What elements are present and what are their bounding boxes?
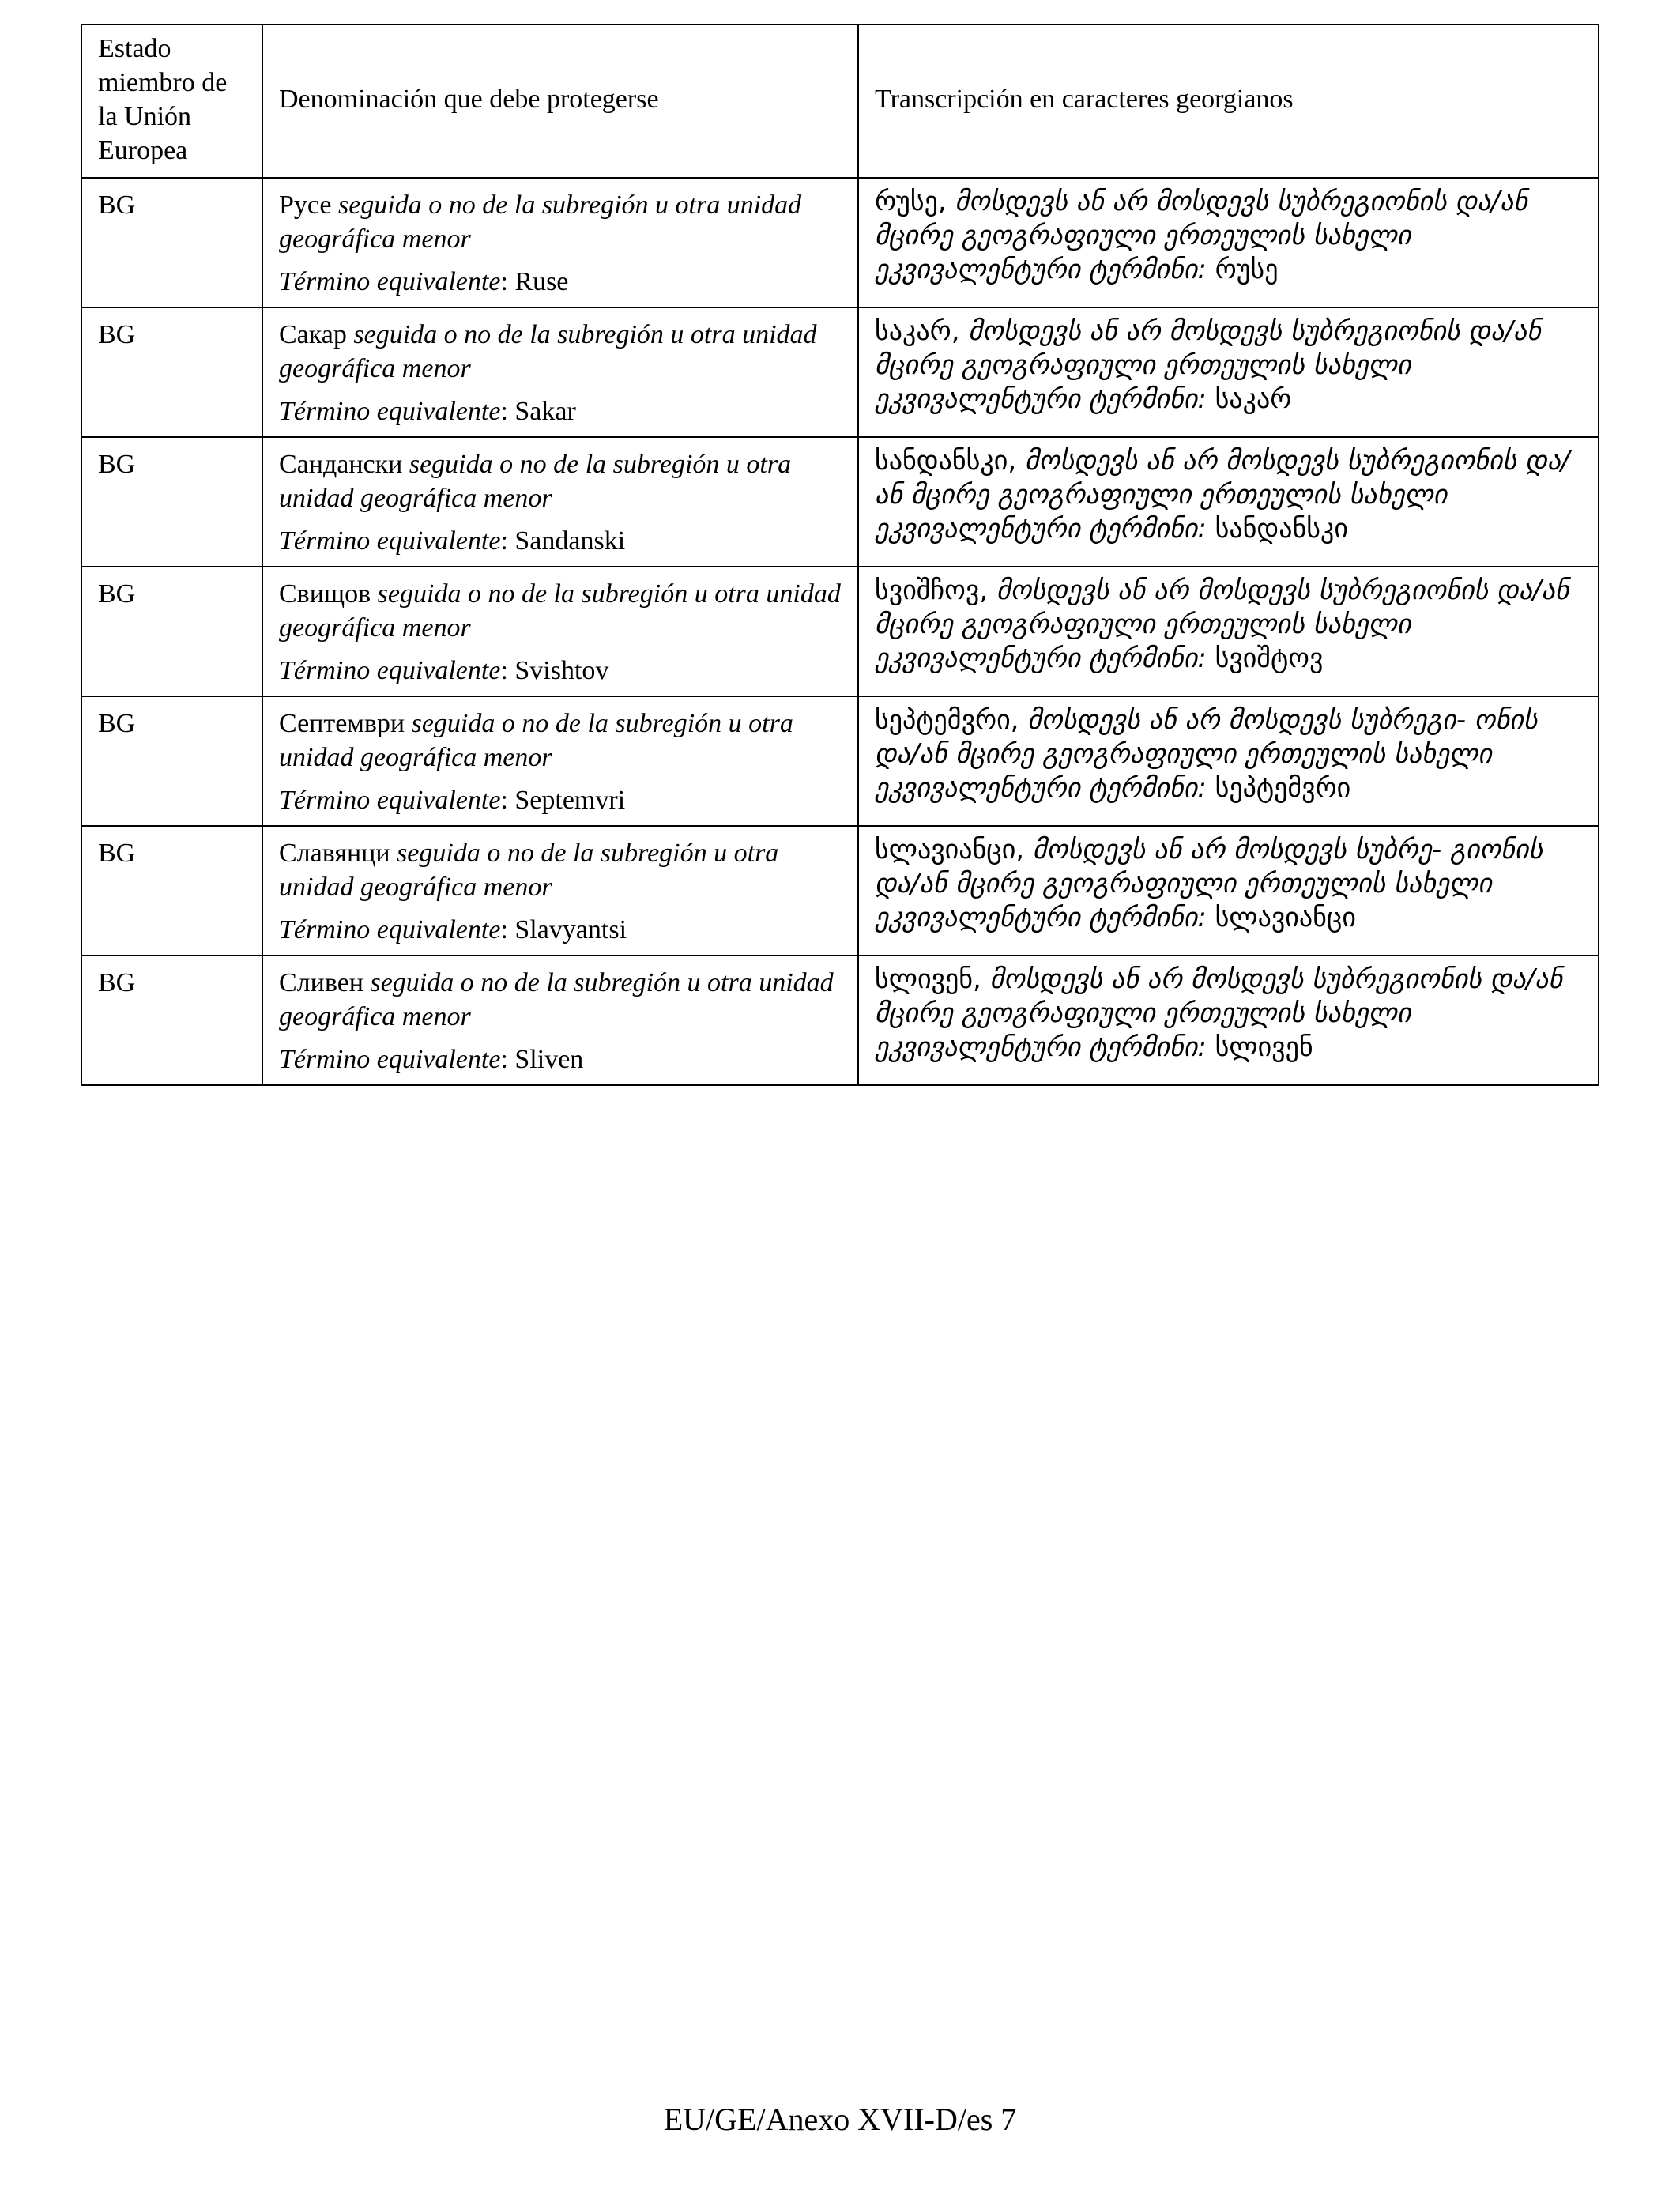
georgian-equivalent-label: ეკვივალენტური ტერმინი: [875, 383, 1207, 415]
denomination-qualifier: seguida o no de la subregión u otra unidad geográfica menor [279, 450, 792, 513]
table-header [81, 25, 1599, 178]
header-member-state: Estado miembro de la Unión Europea [81, 25, 262, 178]
member-state-code: BG [98, 190, 136, 220]
denomination-name: Русе [279, 190, 332, 220]
denomination-name: Свищов [279, 579, 371, 609]
denomination-text [279, 836, 842, 904]
georgian-transcription-text [875, 833, 1582, 935]
cell-member-state [81, 178, 262, 307]
denomination-qualifier: seguida o no de la subregión u otra unidad geográfica menor [279, 709, 793, 772]
member-state-code: BG [98, 450, 136, 479]
denomination-text [279, 447, 842, 515]
equivalent-term-value: Slavyantsi [514, 915, 627, 944]
table-row [81, 696, 1599, 826]
equivalent-term-value: Sliven [514, 1045, 584, 1074]
cell-denomination [262, 567, 858, 696]
georgian-equivalent-value: სანდანსკი [1215, 513, 1348, 545]
georgian-transcription-text [875, 963, 1582, 1065]
equivalent-term-label: Término equivalente [279, 656, 501, 685]
equivalent-term-label: Término equivalente [279, 1045, 501, 1074]
cell-georgian-transcription [858, 307, 1599, 437]
georgian-name: სეპტემვრი, [875, 704, 1019, 736]
georgian-name: სლივენ, [875, 963, 981, 995]
cell-denomination [262, 178, 858, 307]
denomination-name: Септември [279, 709, 405, 738]
denomination-text [279, 966, 842, 1034]
cell-member-state [81, 956, 262, 1085]
equivalent-term: Término equivalente: Slavyantsi [279, 915, 627, 944]
table-row [81, 956, 1599, 1085]
equivalent-term: Término equivalente: Svishtov [279, 656, 609, 685]
georgian-transcription-text [875, 703, 1582, 805]
equivalent-term: Término equivalente: Sandanski [279, 526, 626, 556]
denomination-text [279, 577, 842, 645]
georgian-qualifier: მოსდევს ან არ მოსდევს სუბრეგი- ონის და/ან მცირე გეოგრაფიული ერთეულის სახელი [875, 704, 1538, 770]
member-state-code: BG [98, 709, 136, 738]
denomination-text [279, 318, 842, 386]
cell-denomination [262, 696, 858, 826]
equivalent-term-label: Término equivalente [279, 267, 501, 296]
denomination-name: Сливен [279, 968, 363, 997]
cell-member-state [81, 437, 262, 567]
georgian-name: სანდანსკი, [875, 445, 1017, 477]
georgian-equivalent-value: სეპტემვრი [1215, 772, 1351, 804]
table-header-row [81, 25, 1599, 178]
equivalent-term-value: Sakar [514, 397, 576, 426]
georgian-qualifier: მოსდევს ან არ მოსდევს სუბრეგიონის და/ან მცირე გეოგრაფიული ერთეულის სახელი [875, 186, 1528, 251]
denomination-text [279, 707, 842, 775]
denomination-qualifier: seguida o no de la subregión u otra unidad geográfica menor [279, 968, 834, 1031]
denomination-text [279, 188, 842, 256]
georgian-equivalent-label: ეკვივალენტური ტერმინი: [875, 513, 1207, 545]
georgian-equivalent-label: ეკვივალენტური ტერმინი: [875, 643, 1207, 674]
equivalent-term-value: Ruse [514, 267, 569, 296]
georgian-equivalent-label: ეკვივალენტური ტერმინი: [875, 1031, 1207, 1063]
member-state-code: BG [98, 968, 136, 997]
equivalent-term-label: Término equivalente [279, 397, 501, 426]
georgian-name: სვიშჩოვ, [875, 575, 989, 606]
denomination-qualifier: seguida o no de la subregión u otra unidad geográfica menor [279, 320, 817, 383]
equivalent-term-label: Término equivalente [279, 786, 501, 815]
georgian-transcription-text [875, 315, 1582, 417]
member-state-code: BG [98, 320, 136, 349]
table-row [81, 437, 1599, 567]
georgian-name: სლავიანცი, [875, 834, 1025, 865]
cell-georgian-transcription [858, 826, 1599, 956]
georgian-equivalent-label: ეკვივალენტური ტერმინი: [875, 772, 1207, 804]
table-row [81, 567, 1599, 696]
table-row [81, 307, 1599, 437]
cell-denomination [262, 956, 858, 1085]
georgian-transcription-text [875, 444, 1582, 546]
georgian-equivalent-value: სლივენ [1215, 1031, 1313, 1063]
georgian-qualifier: მოსდევს ან არ მოსდევს სუბრეგიონის და/ან მცირე გეოგრაფიული ერთეულის სახელი [875, 315, 1541, 381]
header-denomination: Denominación que debe protegerse [262, 25, 858, 178]
denomination-qualifier: seguida o no de la subregión u otra unidad geográfica menor [279, 190, 802, 254]
cell-georgian-transcription [858, 956, 1599, 1085]
georgian-transcription-text [875, 185, 1582, 287]
page-footer-reference: EU/GE/Anexo XVII-D/es 7 [663, 2102, 1017, 2137]
georgian-equivalent-label: ეკვივალენტური ტერმინი: [875, 902, 1207, 933]
member-state-code: BG [98, 839, 136, 868]
equivalent-term-value: Sandanski [514, 526, 626, 556]
georgian-equivalent-value: სლავიანცი [1215, 902, 1356, 933]
cell-member-state [81, 567, 262, 696]
cell-member-state [81, 307, 262, 437]
table-row [81, 178, 1599, 307]
georgian-equivalent-value: სვიშტოვ [1215, 643, 1324, 674]
georgian-qualifier: მოსდევს ან არ მოსდევს სუბრე- გიონის და/ან მცირე გეოგრაფიული ერთეულის სახელი [875, 834, 1543, 899]
cell-member-state [81, 826, 262, 956]
equivalent-term-label: Término equivalente [279, 915, 501, 944]
equivalent-term-value: Septemvri [514, 786, 626, 815]
equivalent-term: Término equivalente: Septemvri [279, 786, 626, 815]
equivalent-term: Término equivalente: Sakar [279, 397, 576, 426]
cell-georgian-transcription [858, 437, 1599, 567]
cell-member-state [81, 696, 262, 826]
equivalent-term-label: Término equivalente [279, 526, 501, 556]
cell-denomination [262, 826, 858, 956]
geographical-indications-table [81, 24, 1599, 1086]
georgian-qualifier: მოსდევს ან არ მოსდევს სუბრეგიონის და/ან მცირე გეოგრაფიული ერთეულის სახელი [875, 445, 1570, 511]
denomination-name: Сакар [279, 320, 347, 349]
georgian-equivalent-value: საკარ [1215, 383, 1292, 415]
georgian-qualifier: მოსდევს ან არ მოსდევს სუბრეგიონის და/ან მცირე გეოგრაფიული ერთეულის სახელი [875, 575, 1569, 640]
georgian-equivalent-label: ეკვივალენტური ტერმინი: [875, 254, 1207, 285]
equivalent-term-value: Svishtov [514, 656, 609, 685]
cell-denomination [262, 437, 858, 567]
equivalent-term: Término equivalente: Sliven [279, 1045, 584, 1074]
denomination-qualifier: seguida o no de la subregión u otra unidad geográfica menor [279, 579, 841, 643]
cell-georgian-transcription [858, 696, 1599, 826]
georgian-equivalent-value: რუსე [1215, 254, 1279, 285]
table-row [81, 826, 1599, 956]
member-state-code: BG [98, 579, 136, 609]
table-body [81, 178, 1599, 1085]
georgian-name: რუსე, [875, 186, 947, 217]
cell-georgian-transcription [858, 178, 1599, 307]
georgian-transcription-text [875, 574, 1582, 676]
denomination-name: Сандански [279, 450, 403, 479]
denomination-name: Славянци [279, 839, 390, 868]
cell-georgian-transcription [858, 567, 1599, 696]
georgian-name: საკარ, [875, 315, 960, 347]
denomination-qualifier: seguida o no de la subregión u otra unidad geográfica menor [279, 839, 779, 902]
equivalent-term: Término equivalente: Ruse [279, 267, 569, 296]
cell-denomination [262, 307, 858, 437]
georgian-qualifier: მოსდევს ან არ მოსდევს სუბრეგიონის და/ან მცირე გეოგრაფიული ერთეულის სახელი [875, 963, 1563, 1029]
header-georgian-transcription: Transcripción en caracteres georgianos [858, 25, 1599, 178]
